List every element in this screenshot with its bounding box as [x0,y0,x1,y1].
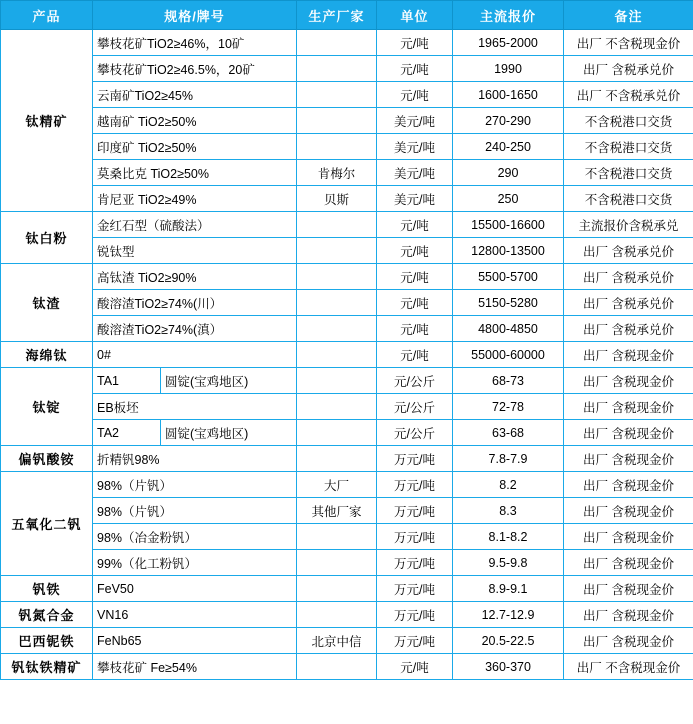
note-cell: 主流报价含税承兑 [564,212,693,238]
unit-cell: 元/公斤 [377,368,453,394]
note-cell: 出厂 不含税现金价 [564,30,693,56]
unit-cell: 元/吨 [377,654,453,680]
spec-detail-cell: 圆锭(宝鸡地区) [161,368,297,394]
manufacturer-cell [297,290,377,316]
note-cell: 出厂 含税承兑价 [564,238,693,264]
spec-cell: VN16 [93,602,297,628]
table-row [1,472,693,498]
manufacturer-cell [297,316,377,342]
table-row [1,446,693,472]
price-cell: 1600-1650 [453,82,564,108]
note-cell: 出厂 含税现金价 [564,498,693,524]
price-cell: 63-68 [453,420,564,446]
price-cell: 15500-16600 [453,212,564,238]
unit-cell: 万元/吨 [377,446,453,472]
spec-cell: FeV50 [93,576,297,602]
unit-cell: 元/公斤 [377,420,453,446]
table-row [1,82,693,108]
price-cell: 7.8-7.9 [453,446,564,472]
note-cell: 出厂 含税现金价 [564,628,693,654]
header-row [1,1,693,30]
table-row [1,108,693,134]
product-category-cell: 钛渣 [1,264,93,342]
table-row [1,212,693,238]
note-cell: 不含税港口交货 [564,186,693,212]
unit-cell: 元/吨 [377,30,453,56]
header-price: 主流报价 [453,1,564,30]
spec-cell: TA2 [93,420,161,446]
unit-cell: 元/吨 [377,316,453,342]
unit-cell: 元/吨 [377,264,453,290]
price-cell: 8.9-9.1 [453,576,564,602]
price-cell: 20.5-22.5 [453,628,564,654]
spec-cell: FeNb65 [93,628,297,654]
table-row [1,420,693,446]
manufacturer-cell [297,602,377,628]
product-category-cell: 钒钛铁精矿 [1,654,93,680]
note-cell: 出厂 不含税现金价 [564,654,693,680]
price-cell: 12.7-12.9 [453,602,564,628]
unit-cell: 元/吨 [377,56,453,82]
price-cell: 68-73 [453,368,564,394]
spec-cell: 98%（片钒） [93,498,297,524]
note-cell: 出厂 含税承兑价 [564,316,693,342]
table-row [1,316,693,342]
product-category-cell: 钛锭 [1,368,93,446]
spec-detail-cell: 圆锭(宝鸡地区) [161,420,297,446]
manufacturer-cell: 大厂 [297,472,377,498]
manufacturer-cell: 肯梅尔 [297,160,377,186]
table-row [1,550,693,576]
manufacturer-cell [297,446,377,472]
manufacturer-cell [297,264,377,290]
table-row [1,134,693,160]
manufacturer-cell [297,420,377,446]
manufacturer-cell [297,30,377,56]
spec-cell: 99%（化工粉钒） [93,550,297,576]
table-row [1,628,693,654]
manufacturer-cell [297,394,377,420]
price-cell: 1965-2000 [453,30,564,56]
product-category-cell: 钒氮合金 [1,602,93,628]
price-cell: 240-250 [453,134,564,160]
manufacturer-cell [297,212,377,238]
price-cell: 290 [453,160,564,186]
unit-cell: 元/吨 [377,238,453,264]
unit-cell: 万元/吨 [377,602,453,628]
spec-cell: 0# [93,342,297,368]
spec-cell: 98%（冶金粉钒） [93,524,297,550]
unit-cell: 万元/吨 [377,472,453,498]
unit-cell: 元/公斤 [377,394,453,420]
note-cell: 出厂 不含税承兑价 [564,82,693,108]
spec-cell: 高钛渣 TiO2≥90% [93,264,297,290]
manufacturer-cell [297,238,377,264]
spec-cell: 肯尼亚 TiO2≥49% [93,186,297,212]
unit-cell: 美元/吨 [377,186,453,212]
product-category-cell: 钛精矿 [1,30,93,212]
spec-cell: 金红石型（硫酸法） [93,212,297,238]
header-manufacturer: 生产厂家 [297,1,377,30]
unit-cell: 万元/吨 [377,498,453,524]
spec-cell: 印度矿 TiO2≥50% [93,134,297,160]
note-cell: 出厂 含税现金价 [564,446,693,472]
table-row [1,498,693,524]
manufacturer-cell [297,576,377,602]
price-cell: 250 [453,186,564,212]
manufacturer-cell: 北京中信 [297,628,377,654]
price-cell: 12800-13500 [453,238,564,264]
page-bottom-space [0,680,693,724]
price-cell: 72-78 [453,394,564,420]
note-cell: 不含税港口交货 [564,134,693,160]
manufacturer-cell [297,82,377,108]
note-cell: 出厂 含税承兑价 [564,290,693,316]
table-body [1,30,693,680]
manufacturer-cell: 其他厂家 [297,498,377,524]
spec-cell: 折精钒98% [93,446,297,472]
note-cell: 不含税港口交货 [564,160,693,186]
table-header [1,1,693,30]
manufacturer-cell: 贝斯 [297,186,377,212]
price-cell: 5150-5280 [453,290,564,316]
spec-cell: 莫桑比克 TiO2≥50% [93,160,297,186]
table-row [1,290,693,316]
note-cell: 出厂 含税承兑价 [564,264,693,290]
note-cell: 出厂 含税现金价 [564,602,693,628]
product-category-cell: 五氧化二钒 [1,472,93,576]
table-row [1,56,693,82]
note-cell: 出厂 含税现金价 [564,394,693,420]
table-row [1,30,693,56]
unit-cell: 万元/吨 [377,524,453,550]
product-category-cell: 巴西铌铁 [1,628,93,654]
spec-cell: TA1 [93,368,161,394]
header-note: 备注 [564,1,693,30]
note-cell: 出厂 含税现金价 [564,576,693,602]
unit-cell: 万元/吨 [377,550,453,576]
note-cell: 不含税港口交货 [564,108,693,134]
spec-cell: 锐钛型 [93,238,297,264]
manufacturer-cell [297,368,377,394]
spec-cell: 越南矿 TiO2≥50% [93,108,297,134]
price-cell: 1990 [453,56,564,82]
unit-cell: 美元/吨 [377,134,453,160]
table-row [1,368,693,394]
table-row [1,524,693,550]
manufacturer-cell [297,134,377,160]
table-row [1,160,693,186]
spec-cell: 攀枝花矿TiO2≥46%，10矿 [93,30,297,56]
table-row [1,186,693,212]
price-cell: 55000-60000 [453,342,564,368]
product-category-cell: 钒铁 [1,576,93,602]
spec-cell: 酸溶渣TiO2≥74%(滇） [93,316,297,342]
price-cell: 9.5-9.8 [453,550,564,576]
unit-cell: 元/吨 [377,290,453,316]
manufacturer-cell [297,654,377,680]
manufacturer-cell [297,524,377,550]
spec-cell: 攀枝花矿TiO2≥46.5%，20矿 [93,56,297,82]
price-cell: 270-290 [453,108,564,134]
table-row [1,394,693,420]
unit-cell: 美元/吨 [377,160,453,186]
unit-cell: 元/吨 [377,212,453,238]
table-row [1,654,693,680]
manufacturer-cell [297,342,377,368]
unit-cell: 美元/吨 [377,108,453,134]
unit-cell: 元/吨 [377,82,453,108]
manufacturer-cell [297,56,377,82]
manufacturer-cell [297,108,377,134]
price-cell: 8.3 [453,498,564,524]
note-cell: 出厂 含税现金价 [564,550,693,576]
note-cell: 出厂 含税现金价 [564,524,693,550]
unit-cell: 万元/吨 [377,576,453,602]
note-cell: 出厂 含税承兑价 [564,56,693,82]
product-category-cell: 海绵钛 [1,342,93,368]
price-cell: 8.1-8.2 [453,524,564,550]
header-product: 产品 [1,1,93,30]
product-category-cell: 偏钒酸铵 [1,446,93,472]
spec-cell: 酸溶渣TiO2≥74%(川） [93,290,297,316]
spec-cell: 云南矿TiO2≥45% [93,82,297,108]
header-spec: 规格/牌号 [93,1,297,30]
spec-cell: 98%（片钒） [93,472,297,498]
unit-cell: 万元/吨 [377,628,453,654]
manufacturer-cell [297,550,377,576]
product-category-cell: 钛白粉 [1,212,93,264]
table-row [1,264,693,290]
price-cell: 360-370 [453,654,564,680]
header-unit: 单位 [377,1,453,30]
table-row [1,238,693,264]
table-row [1,342,693,368]
price-cell: 5500-5700 [453,264,564,290]
note-cell: 出厂 含税现金价 [564,420,693,446]
price-cell: 8.2 [453,472,564,498]
unit-cell: 元/吨 [377,342,453,368]
table-row [1,602,693,628]
spec-cell: EB板坯 [93,394,297,420]
price-cell: 4800-4850 [453,316,564,342]
spec-cell: 攀枝花矿 Fe≥54% [93,654,297,680]
table-row [1,576,693,602]
note-cell: 出厂 含税现金价 [564,368,693,394]
note-cell: 出厂 含税现金价 [564,342,693,368]
note-cell: 出厂 含税现金价 [564,472,693,498]
